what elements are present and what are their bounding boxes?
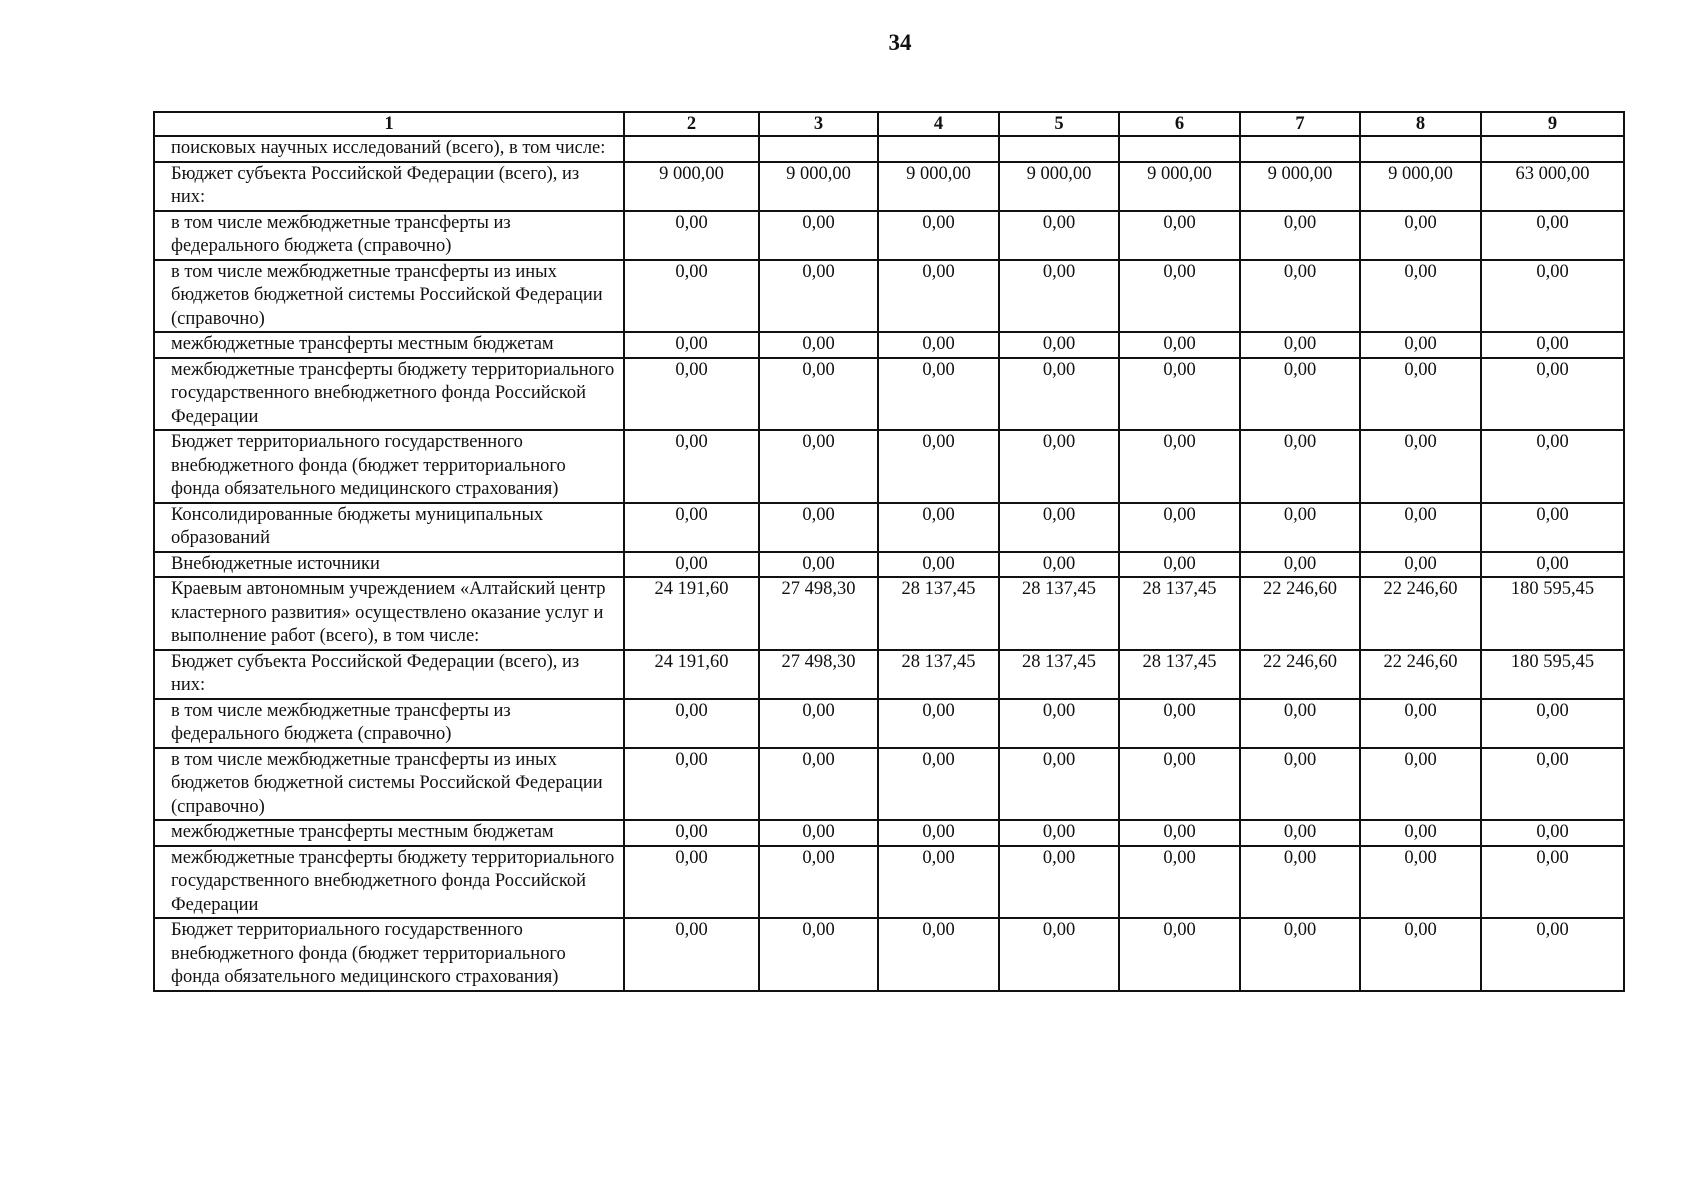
row-label: межбюджетные трансферты местным бюджетам [154,820,624,846]
value-cell: 28 137,45 [878,650,999,699]
value-cell: 0,00 [878,748,999,821]
table-row [154,577,1624,650]
value-cell: 24 191,60 [624,650,759,699]
value-cell: 0,00 [999,748,1119,821]
value-cell: 0,00 [878,260,999,333]
value-cell: 0,00 [878,846,999,919]
page-number: 34 [888,30,912,55]
table-row [154,846,1624,919]
column-header: 2 [624,112,759,136]
value-cell: 0,00 [1240,332,1360,358]
value-cell [1240,136,1360,162]
value-cell: 0,00 [1240,820,1360,846]
value-cell: 0,00 [1481,552,1624,578]
value-cell: 0,00 [1119,430,1240,503]
value-cell: 0,00 [1481,503,1624,552]
table-row [154,430,1624,503]
table-row [154,162,1624,211]
value-cell: 9 000,00 [1360,162,1481,211]
value-cell: 0,00 [1240,699,1360,748]
column-header: 8 [1360,112,1481,136]
value-cell: 0,00 [759,430,878,503]
row-label: в том числе межбюджетные трансферты из иных бюджетов бюджетной системы Российской Федерации (справочно) [154,260,624,333]
value-cell: 0,00 [1240,430,1360,503]
value-cell: 0,00 [999,430,1119,503]
value-cell: 0,00 [1481,211,1624,260]
value-cell: 0,00 [1240,358,1360,431]
value-cell: 0,00 [624,358,759,431]
value-cell: 0,00 [999,211,1119,260]
value-cell: 0,00 [624,332,759,358]
table-row [154,820,1624,846]
value-cell: 0,00 [1119,748,1240,821]
value-cell: 0,00 [999,552,1119,578]
table-row [154,332,1624,358]
value-cell: 0,00 [624,699,759,748]
value-cell: 28 137,45 [1119,577,1240,650]
value-cell: 0,00 [1360,918,1481,991]
value-cell: 0,00 [999,846,1119,919]
value-cell: 0,00 [1360,358,1481,431]
value-cell: 0,00 [759,748,878,821]
value-cell: 180 595,45 [1481,577,1624,650]
value-cell: 0,00 [1360,430,1481,503]
table-row [154,748,1624,821]
row-label: Бюджет территориального государственного внебюджетного фонда (бюджет территориального фонда обязательного медицинского страхования) [154,430,624,503]
value-cell: 0,00 [1119,260,1240,333]
table-row [154,699,1624,748]
value-cell: 0,00 [759,552,878,578]
table-row [154,503,1624,552]
row-label: в том числе межбюджетные трансферты из федерального бюджета (справочно) [154,699,624,748]
value-cell: 0,00 [1240,503,1360,552]
document-sheet [153,111,1625,992]
row-label: межбюджетные трансферты бюджету территориального государственного внебюджетного фонда Российской Федерации [154,846,624,919]
value-cell: 24 191,60 [624,577,759,650]
value-cell [1119,136,1240,162]
value-cell: 0,00 [878,430,999,503]
row-label: в том числе межбюджетные трансферты из иных бюджетов бюджетной системы Российской Федерации (справочно) [154,748,624,821]
value-cell: 22 246,60 [1240,577,1360,650]
value-cell: 0,00 [878,820,999,846]
value-cell: 0,00 [1360,820,1481,846]
value-cell: 0,00 [1119,846,1240,919]
value-cell: 0,00 [999,260,1119,333]
table-row [154,650,1624,699]
value-cell: 27 498,30 [759,650,878,699]
table-row [154,260,1624,333]
value-cell: 0,00 [1119,820,1240,846]
value-cell: 0,00 [1481,918,1624,991]
value-cell: 0,00 [1240,260,1360,333]
value-cell: 9 000,00 [1119,162,1240,211]
value-cell: 0,00 [1360,748,1481,821]
value-cell: 0,00 [759,820,878,846]
value-cell: 9 000,00 [1240,162,1360,211]
value-cell: 0,00 [878,332,999,358]
column-header: 9 [1481,112,1624,136]
value-cell: 0,00 [1360,503,1481,552]
value-cell: 28 137,45 [999,577,1119,650]
value-cell: 0,00 [1360,260,1481,333]
value-cell: 28 137,45 [1119,650,1240,699]
value-cell: 180 595,45 [1481,650,1624,699]
value-cell: 0,00 [1481,846,1624,919]
row-label: межбюджетные трансферты местным бюджетам [154,332,624,358]
value-cell: 0,00 [1481,820,1624,846]
value-cell: 0,00 [759,918,878,991]
value-cell: 0,00 [1119,358,1240,431]
table-row [154,552,1624,578]
value-cell: 0,00 [1240,552,1360,578]
value-cell: 0,00 [1481,332,1624,358]
value-cell: 0,00 [759,332,878,358]
value-cell: 0,00 [999,699,1119,748]
value-cell: 28 137,45 [999,650,1119,699]
value-cell: 0,00 [1481,358,1624,431]
value-cell: 0,00 [1240,211,1360,260]
value-cell [1481,136,1624,162]
value-cell: 0,00 [624,552,759,578]
column-header: 1 [154,112,624,136]
column-header: 3 [759,112,878,136]
row-label: поисковых научных исследований (всего), в том числе: [154,136,624,162]
value-cell: 0,00 [1240,846,1360,919]
value-cell: 0,00 [878,211,999,260]
value-cell [1360,136,1481,162]
table-body [154,112,1624,991]
row-label: межбюджетные трансферты бюджету территориального государственного внебюджетного фонда Российской Федерации [154,358,624,431]
table-row [154,136,1624,162]
value-cell: 0,00 [759,846,878,919]
value-cell: 0,00 [999,918,1119,991]
value-cell: 0,00 [624,820,759,846]
value-cell: 0,00 [878,699,999,748]
value-cell: 9 000,00 [878,162,999,211]
value-cell: 0,00 [999,358,1119,431]
value-cell: 0,00 [1240,748,1360,821]
value-cell [878,136,999,162]
value-cell: 0,00 [1119,211,1240,260]
value-cell: 0,00 [624,503,759,552]
value-cell: 0,00 [878,918,999,991]
column-header: 4 [878,112,999,136]
row-label: в том числе межбюджетные трансферты из федерального бюджета (справочно) [154,211,624,260]
table-row [154,211,1624,260]
value-cell: 63 000,00 [1481,162,1624,211]
value-cell: 0,00 [1360,846,1481,919]
value-cell: 0,00 [1360,211,1481,260]
value-cell: 0,00 [999,332,1119,358]
value-cell: 0,00 [1481,430,1624,503]
value-cell [759,136,878,162]
value-cell: 0,00 [1360,699,1481,748]
value-cell: 0,00 [1119,918,1240,991]
budget-table [153,111,1625,992]
value-cell: 22 246,60 [1360,650,1481,699]
value-cell: 0,00 [759,211,878,260]
value-cell: 0,00 [624,918,759,991]
value-cell: 9 000,00 [624,162,759,211]
value-cell: 0,00 [759,260,878,333]
value-cell: 0,00 [759,358,878,431]
value-cell: 0,00 [1240,918,1360,991]
value-cell: 0,00 [1119,503,1240,552]
value-cell: 0,00 [878,503,999,552]
value-cell: 0,00 [878,552,999,578]
value-cell: 0,00 [878,358,999,431]
value-cell: 0,00 [624,430,759,503]
row-label: Бюджет субъекта Российской Федерации (всего), из них: [154,162,624,211]
value-cell: 0,00 [624,211,759,260]
value-cell: 0,00 [1360,332,1481,358]
value-cell: 0,00 [1119,699,1240,748]
row-label: Краевым автономным учреждением «Алтайский центр кластерного развития» осуществлено оказание услуг и выполнение работ (всего), в том числе: [154,577,624,650]
table-row [154,918,1624,991]
value-cell: 0,00 [759,699,878,748]
value-cell: 0,00 [759,503,878,552]
row-label: Бюджет территориального государственного внебюджетного фонда (бюджет территориального фонда обязательного медицинского страхования) [154,918,624,991]
value-cell: 0,00 [1481,699,1624,748]
table-row [154,358,1624,431]
value-cell: 0,00 [1119,552,1240,578]
value-cell: 0,00 [624,260,759,333]
value-cell [624,136,759,162]
value-cell: 22 246,60 [1360,577,1481,650]
value-cell: 9 000,00 [759,162,878,211]
value-cell: 0,00 [1119,332,1240,358]
row-label: Бюджет субъекта Российской Федерации (всего), из них: [154,650,624,699]
value-cell: 0,00 [1360,552,1481,578]
row-label: Внебюджетные источники [154,552,624,578]
table-header-row [154,112,1624,136]
value-cell: 9 000,00 [999,162,1119,211]
value-cell: 0,00 [624,748,759,821]
value-cell: 0,00 [1481,260,1624,333]
column-header: 7 [1240,112,1360,136]
value-cell: 0,00 [624,846,759,919]
value-cell: 27 498,30 [759,577,878,650]
value-cell: 0,00 [1481,748,1624,821]
value-cell: 0,00 [999,503,1119,552]
column-header: 5 [999,112,1119,136]
row-label: Консолидированные бюджеты муниципальных образований [154,503,624,552]
column-header: 6 [1119,112,1240,136]
value-cell: 28 137,45 [878,577,999,650]
value-cell: 0,00 [999,820,1119,846]
value-cell [999,136,1119,162]
value-cell: 22 246,60 [1240,650,1360,699]
